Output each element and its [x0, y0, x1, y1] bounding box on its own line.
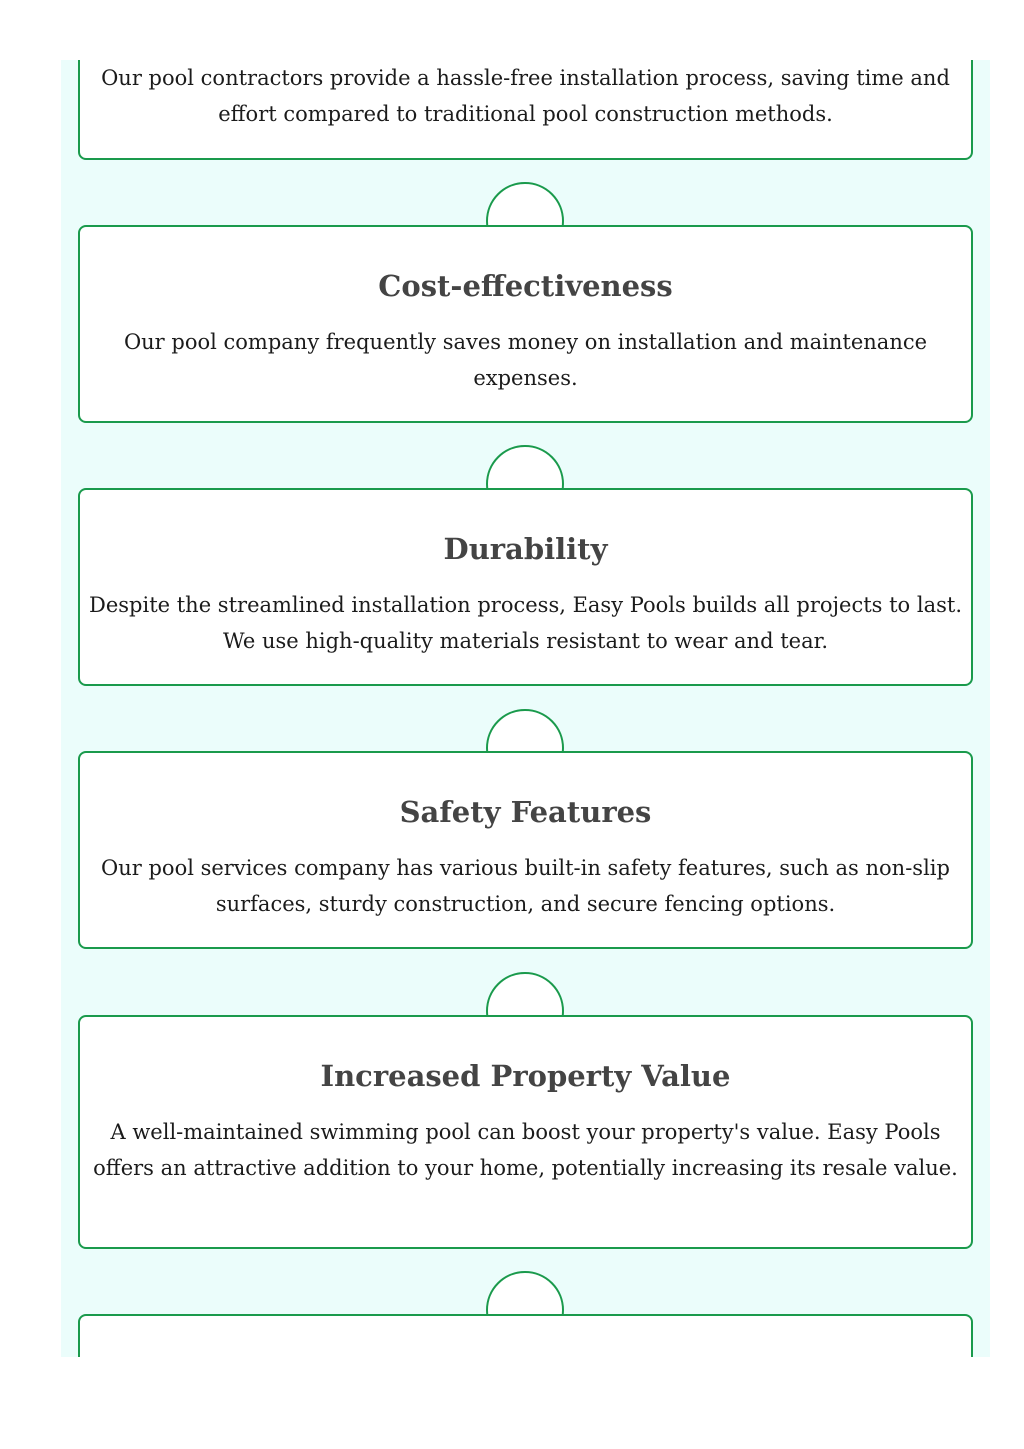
- benefit-text: A well-maintained swimming pool can boost your property's value. Easy Pools offers an attractive addition to your home, potentially increasing its resale value.: [93, 1120, 958, 1180]
- benefit-text: Despite the streamlined installation process, Easy Pools builds all projects to last. We use high-quality materials resistant to wear and tear.: [89, 593, 962, 653]
- benefit-text: Our pool contractors provide a hassle-free installation process, saving time and effort compared to traditional pool construction methods.: [101, 66, 950, 126]
- benefit-text: Our pool services company has various built-in safety features, such as non-slip surfaces, sturdy construction, and secure fencing options.: [101, 856, 950, 916]
- benefit-card-cost: [78, 225, 973, 423]
- benefit-title: Cost-effectiveness: [378, 269, 673, 303]
- benefit-card-installation: [78, 60, 973, 160]
- benefit-card-durability: [78, 488, 973, 686]
- benefit-card-next: [78, 1314, 973, 1357]
- benefit-text: Our pool company frequently saves money on installation and maintenance expenses.: [123, 330, 928, 390]
- benefit-title: Safety Features: [399, 795, 652, 829]
- benefits-timeline: [61, 60, 990, 1357]
- benefit-title: Durability: [443, 532, 608, 566]
- benefit-title: Increased Property Value: [320, 1059, 731, 1093]
- benefit-card-safety: [78, 751, 973, 949]
- benefit-card-property-value: [78, 1015, 973, 1249]
